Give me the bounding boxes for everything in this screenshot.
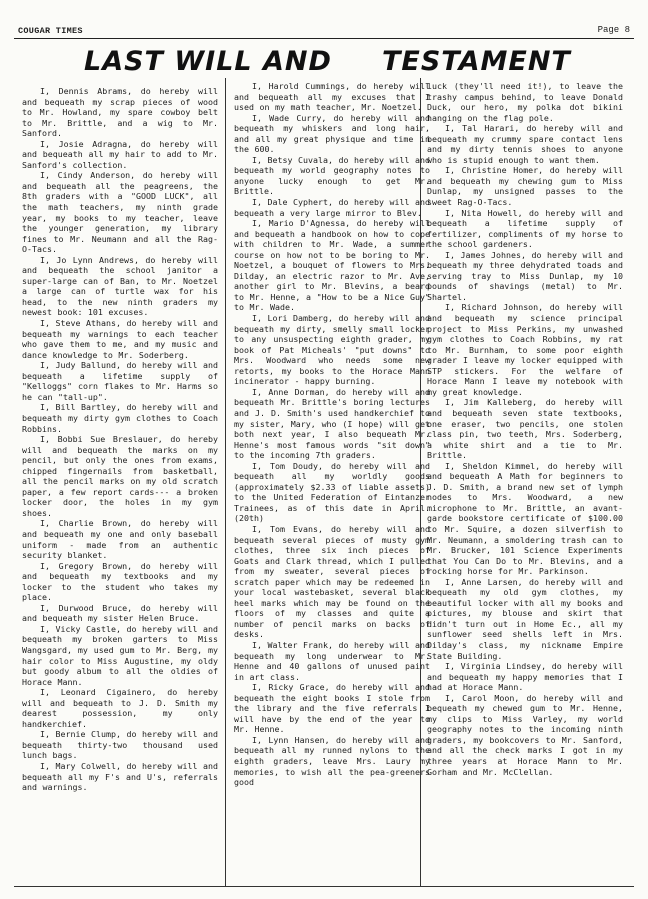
bequest-paragraph: I, Leonard Cigainero, do hereby will and bequeath to J. D. Smith my dearest possession, my only handkerchief.	[22, 687, 218, 729]
bequest-paragraph: I, Bernie Clump, do hereby will and bequeath thirty-two thousand used lunch bags.	[22, 729, 218, 761]
bequest-paragraph: I, Lori Damberg, do hereby will and bequeath my dirty, smelly small locker to any unsuspecting eighth grader, my book of Pat Micheals' "put downs" to Mrs. Woodward who needs some new retorts, my books to the Horace Mann incinerator - happy burning.	[234, 313, 430, 387]
bequest-paragraph: I, Richard Johnson, do hereby will and bequeath my science principal project to Miss Perkins, my unwashed gym clothes to Coach Robbins, my rat to Mr. Burnham, to some poor eighth grader I leave my locker equipped with STP stickers. For the welfare of Horace Mann I leave my notebook with my great knowledge.	[427, 302, 623, 397]
bequest-paragraph: I, Mario D'Agnessa, do hereby will and bequeath a handbook on how to cope with children to Mr. Wade, a summer course on how not to be boring to Mr. Noetzel, a bouquet of flowers to Mrs. Dilday, an electric razor to Mr. Ave, another girl to Mr. Blevins, a beard to Mr. Henne, a "How to be a Nice Guy" to Mr. Wade.	[234, 218, 430, 313]
bequest-paragraph: I, Cindy Anderson, do hereby will and bequeath all the peagreens, the 8th graders with a "GOOD LUCK", all the math teachers, my ninth grade year, my books to my teacher, leave the younger generation, my library fines to Mr. Neumann and all the Rag-O-Tacs.	[22, 170, 218, 255]
headline-left: LAST WILL AND	[84, 46, 332, 77]
bequest-paragraph: I, Sheldon Kimmel, do hereby will and bequeath A Math for beginners to J. D. Smith, a brand new set of lymph nodes to Mrs. Woodward, a new microphone to Mr. Brittle, an avant-garde bookstore certificate of $100.00 to Mr. Squire, a dozen silverfish to Mr. Neumann, a smoldering trash can to Mr. Brucker, 101 Science Experiments that You Can Do to Mr. Blevins, and a rocking horse for Mr. Parkinson.	[427, 460, 623, 577]
bequest-paragraph: luck (they'll need it!), to leave the trashy campus behind, to leave Donald Duck, our hero, my polka dot bikini hanging on the flag pole.	[427, 81, 623, 123]
column-divider	[420, 78, 421, 886]
bequest-paragraph: I, Jim Kalleberg, do hereby will and bequeath seven state textbooks, one eraser, two pencils, one stolen class pin, two teeth, Mrs. Soderberg, a white shirt and a tie to Mr. Brittle.	[427, 397, 623, 461]
bequest-paragraph: I, Nita Howell, do hereby will and bequeath a lifetime supply of fertilizer, compliments of my horse to the school gardeners.	[427, 207, 623, 250]
bequest-paragraph: I, Betsy Cuvala, do hereby will and bequeath my world geography notes to anyone lucky enough to get Mr. Brittle.	[234, 154, 430, 197]
bequest-paragraph: I, Tom Evans, do hereby will and bequeath several pieces of musty gym clothes, three six inch pieces of Goats and Clark thread, which I pulled from my sweater, several pieces of scratch paper which may be redeemed in your local wastebasket, several black heel marks which may be found on the floors of my classes and quite a number of pencil marks on backs of desks.	[234, 523, 430, 640]
article-column-1	[22, 86, 218, 793]
bequest-paragraph: I, Durwood Bruce, do hereby will and bequeath my sister Helen Bruce.	[22, 602, 218, 624]
bequest-paragraph: I, Dale Cyphert, do hereby will and bequeath a very large mirror to Blev.	[234, 197, 430, 218]
bequest-paragraph: I, Bobbi Sue Breslauer, do hereby will and bequeath the marks on my pencil, but only the ones from exams, chipped fingernails from basketball, all the pencil marks on my old scratch paper, a few report cards--- a broken locker door, the holes in my gym shoes.	[22, 434, 218, 518]
bequest-paragraph: I, Ricky Grace, do hereby will and bequeath the eight books I stole from the library and the five referrals I will have by the end of the year to Mr. Henne.	[234, 682, 430, 735]
bequest-paragraph: I, Wade Curry, do hereby will and bequeath my whiskers and long hair, and all my great physique and time in the 600.	[234, 112, 430, 155]
bequest-paragraph: I, Carol Moon, do hereby will and bequeath my chewed gum to Mr. Henne, my clips to Miss Varley, my world geography notes to the incoming ninth graders, my bookcovers to Mr. Sanford, and all the check marks I got in my three years at Horace Mann to Mr. Gorham and Mr. McClellan.	[427, 692, 623, 777]
bequest-paragraph: I, Bill Bartley, do hereby will and bequeath my dirty gym clothes to Coach Robbins.	[22, 402, 218, 434]
bequest-paragraph: I, Tom Doudy, do hereby will and bequeath all my worldly goods (approximately $2.33 of liable assets) to the United Federation of Eintanzer Trainees, as of this date in April. (20th)	[234, 460, 430, 524]
bequest-paragraph: I, Josie Adragna, do hereby will and bequeath all my hair to add to Mr. Sanford's collection.	[22, 138, 218, 170]
bequest-paragraph: I, Anne Dorman, do hereby will and bequeath Mr. Brittle's boring lectures and J. D. Smith's used handkerchief to my sister, Mary, who (I hope) will get both next year, I also bequeath Mr. Henne's most famous words "sit down" to the incoming 7th graders.	[234, 386, 430, 461]
bequest-paragraph: I, James Johnes, do hereby will and bequeath my three dehydrated toads and serving tray to Miss Dunlap, my 10 pounds of shavings (metal) to Mr. Shartel.	[427, 249, 623, 302]
bequest-paragraph: I, Charlie Brown, do hereby will and bequeath my one and only baseball uniform - made from an authentic security blanket.	[22, 518, 218, 561]
newspaper-name: COUGAR TIMES	[18, 26, 83, 36]
top-rule	[14, 38, 634, 39]
article-column-2	[234, 81, 430, 788]
bequest-paragraph: I, Walter Frank, do hereby will and bequeath my long underwear to Mr. Henne and 40 gallons of unused paint in art class.	[234, 639, 430, 682]
bequest-paragraph: I, Virginia Lindsey, do hereby will and bequeath my happy memories that I had at Horace Mann.	[427, 661, 623, 693]
bottom-rule	[14, 886, 634, 887]
bequest-paragraph: I, Jo Lynn Andrews, do hereby will and bequeath the school janitor a super-large can of Ban, to Mr. Noetzel a large can of turtle wax for his head, to the new ninth graders my newest book: 101 excuses.	[22, 254, 218, 318]
bequest-paragraph: I, Judy Ballund, do hereby will and bequeath a lifetime supply of "Kelloggs" corn flakes to Mr. Harms so he can "tall-up".	[22, 360, 218, 402]
bequest-paragraph: I, Steve Athans, do hereby will and bequeath my warnings to each teacher who gave them to me, and my music and dance knowledge to Mr. Soderberg.	[22, 318, 218, 360]
headline-right: TESTAMENT	[382, 46, 571, 77]
bequest-paragraph: I, Vicky Castle, do hereby will and bequeath my broken garters to Miss Wangsgard, my used gum to Mr. Berg, my hair color to Miss Augustine, my oldy but goody album to all the oldies of Horace Mann.	[22, 623, 218, 687]
page-number: Page 8	[597, 25, 630, 35]
bequest-paragraph: I, Tal Harari, do hereby will and bequeath my crummy spare contact lens and my dirty tennis shoes to anyone who is stupid enough to want them.	[427, 123, 623, 165]
bequest-paragraph: I, Dennis Abrams, do hereby will and bequeath my scrap pieces of wood to Mr. Howland, my spare cowboy belt to Mr. Brittle, and a wig to Mr. Sanford.	[22, 86, 218, 139]
bequest-paragraph: I, Mary Colwell, do hereby will and bequeath all my F's and U's, referrals and warnings.	[22, 761, 218, 793]
article-column-3	[427, 81, 623, 777]
bequest-paragraph: I, Gregory Brown, do hereby will and bequeath my textbooks and my locker to the student who takes my place.	[22, 560, 218, 603]
bequest-paragraph: I, Christine Homer, do hereby will and bequeath my chewing gum to Miss Dunlap, my unsigned passes to the sweet Rag-O-Tacs.	[427, 165, 623, 208]
bequest-paragraph: I, Harold Cummings, do hereby will and bequeath all my excuses that I used on my math teacher, Mr. Noetzel.	[234, 81, 430, 113]
bequest-paragraph: I, Anne Larsen, do hereby will and bequeath my old gym clothes, my beautiful locker with all my books and pictures, my blouse and skirt that didn't turn out in Home Ec., all my sunflower seed shells left in Mrs. Dilday's class, my nickname Empire State Building.	[427, 576, 623, 661]
column-divider	[225, 78, 226, 886]
masthead	[0, 0, 648, 40]
bequest-paragraph: I, Lynn Hansen, do hereby will and bequeath all my runned nylons to the eighth graders, leave Mrs. Laury my memories, to wish all the pea-greeners good	[234, 734, 430, 788]
